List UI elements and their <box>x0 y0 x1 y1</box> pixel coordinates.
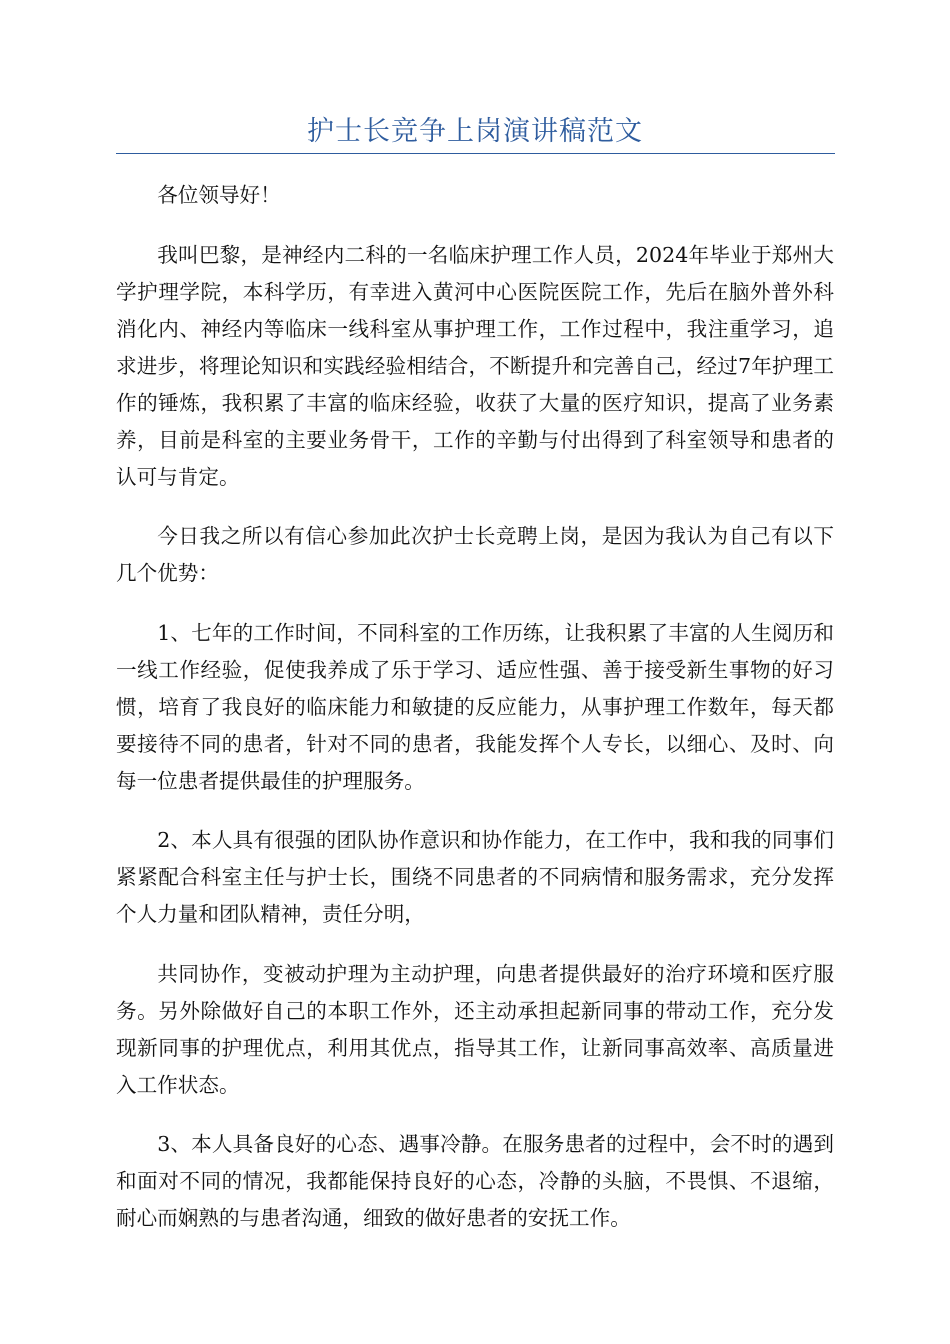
paragraph-introduction: 我叫巴黎，是神经内二科的一名临床护理工作人员，2024年毕业于郑州大学护理学院，本科学历，有幸进入黄河中心医院医院工作，先后在脑外普外科消化内、神经内等临床一线科室从事护理工作，工作过程中，我注重学习，追求进步，将理论知识和实践经验相结合，不断提升和完善自己，经过7年护理工作的锤炼，我积累了丰富的临床经验，收获了大量的医疗知识，提高了业务素养，目前是科室的主要业务骨干，工作的辛勤与付出得到了科室领导和患者的认可与肯定。 <box>116 242 834 489</box>
paragraph-advantage-3: 3、本人具备良好的心态、遇事冷静。在服务患者的过程中，会不时的遇到和面对不同的情况，我都能保持良好的心态，冷静的头脑，不畏惧、不退缩，耐心而娴熟的与患者沟通，细致的做好患者的安抚工作。 <box>116 1132 834 1230</box>
paragraph-advantage-1: 1、七年的工作时间，不同科室的工作历练，让我积累了丰富的人生阅历和一线工作经验，促使我养成了乐于学习、适应性强、善于接受新生事物的好习惯，培育了我良好的临床能力和敏捷的反应能力，从事护理工作数年，每天都要接待不同的患者，针对不同的患者，我能发挥个人专长，以细心、及时、向每一位患者提供最佳的护理服务。 <box>116 620 834 793</box>
paragraph-advantage-2: 2、本人具有很强的团队协作意识和协作能力，在工作中，我和我的同事们紧紧配合科室主任与护士长，围绕不同患者的不同病情和服务需求，充分发挥个人力量和团队精神，责任分明， <box>116 828 834 926</box>
paragraph-greeting: 各位领导好！ <box>157 183 281 207</box>
document-title: 护士长竞争上岗演讲稿范文 <box>307 116 643 147</box>
title-underline <box>116 153 835 154</box>
paragraph-advantage-2-continued: 共同协作，变被动护理为主动护理，向患者提供最好的治疗环境和医疗服务。另外除做好自己的本职工作外，还主动承担起新同事的带动工作，充分发现新同事的护理优点，利用其优点，指导其工作，让新同事高效率、高质量进入工作状态。 <box>116 961 834 1097</box>
paragraph-advantages-intro: 今日我之所以有信心参加此次护士长竞聘上岗，是因为我认为自己有以下几个优势： <box>116 524 834 585</box>
document-body <box>116 177 834 1260</box>
